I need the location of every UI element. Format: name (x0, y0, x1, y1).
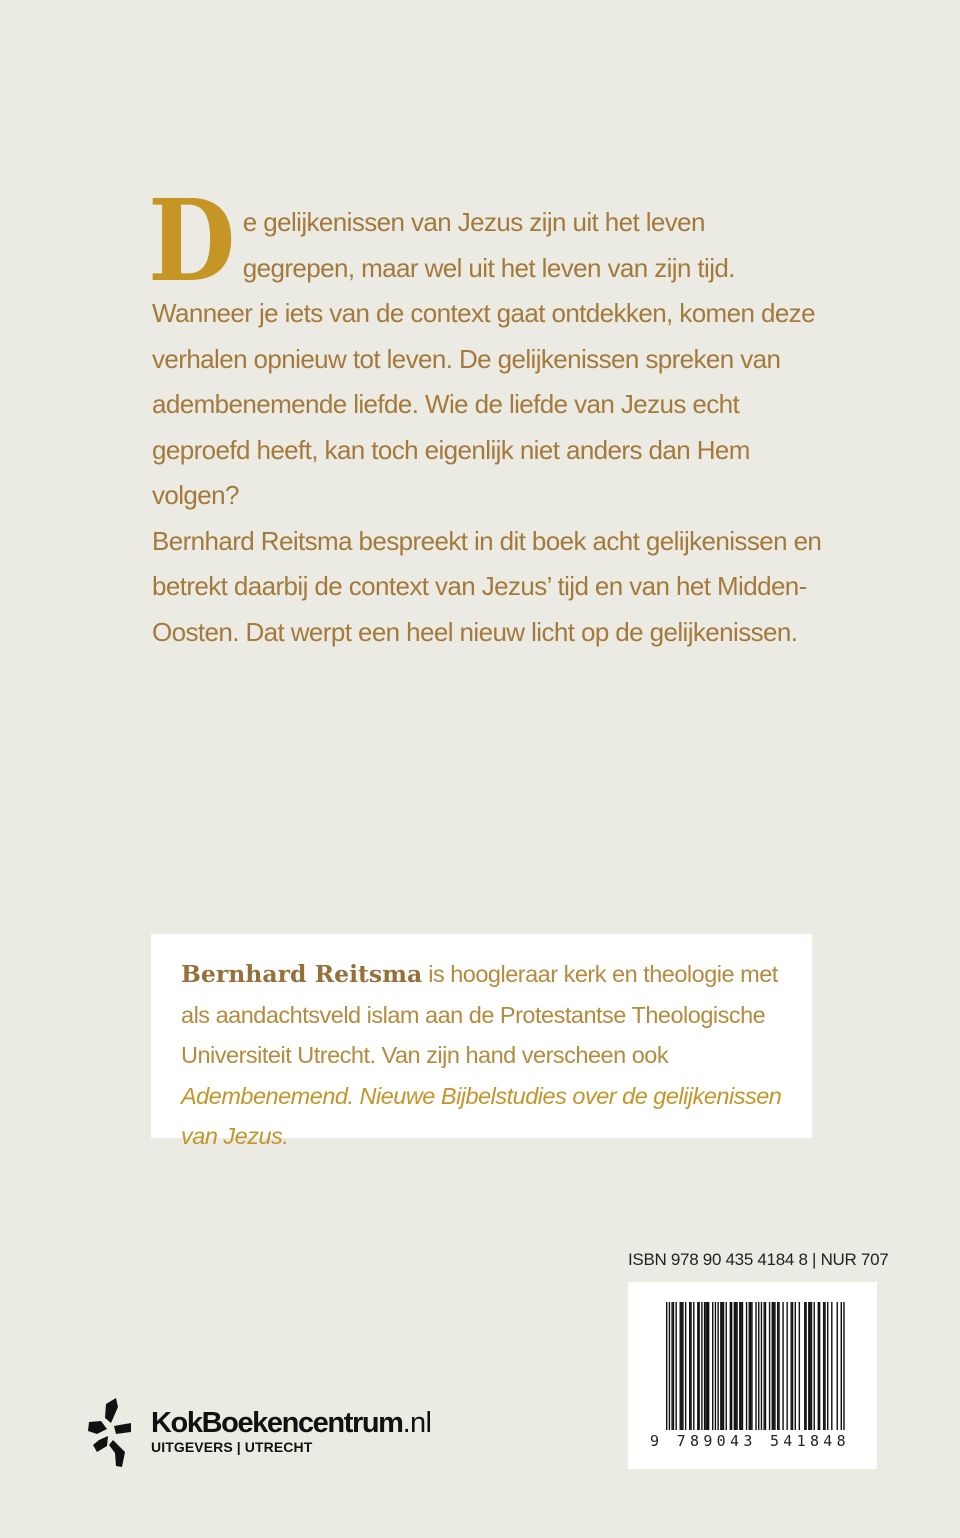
barcode-bar (819, 1302, 820, 1430)
barcode-bar (742, 1302, 743, 1430)
barcode-bar (811, 1302, 812, 1430)
author-book-title: Adembenemend. Nieuwe Bijbelstudies over de gelijkenissen van Jezus (181, 1082, 782, 1149)
barcode-bar (818, 1302, 819, 1430)
barcode-bar (763, 1302, 764, 1430)
barcode-bar (715, 1302, 716, 1430)
barcode-bar (769, 1302, 770, 1430)
author-bio (181, 954, 791, 1157)
barcode-bar (669, 1302, 670, 1430)
barcode-bar (808, 1302, 809, 1430)
barcode-bar (673, 1302, 674, 1430)
barcode-bar (720, 1302, 721, 1430)
barcode-bar (782, 1302, 783, 1430)
barcode-digits: 9 789043 541848 (650, 1432, 850, 1450)
publisher-logo-icon (85, 1396, 135, 1470)
barcode-bar (698, 1302, 699, 1430)
barcode-bar (749, 1302, 750, 1430)
barcode-bar (750, 1302, 751, 1430)
barcode-bar (735, 1302, 736, 1430)
author-bio-text: is hoogleraar kerk en theologie met als aandachtsveld islam aan de Protestantse Theologische Universiteit Utrecht. Van zijn hand verscheen ook (181, 961, 778, 1068)
barcode-bar (841, 1302, 842, 1430)
blurb-paragraph-2: Bernhard Reitsma bespreekt in dit boek acht gelijkenissen en betrekt daarbij de context van Jezus’ tijd en van het Midden-Oosten. Dat werpt een heel nieuw licht op de gelijkenissen. (152, 525, 822, 647)
barcode-bar (705, 1302, 706, 1430)
barcode-bar (791, 1302, 792, 1430)
barcode-bar (681, 1302, 682, 1430)
barcode-bar (761, 1302, 762, 1430)
barcode-bar (758, 1302, 759, 1430)
barcode-bar (726, 1302, 727, 1430)
author-name: Bernhard Reitsma (181, 960, 423, 988)
barcode-bar (671, 1302, 672, 1430)
author-bio-box (151, 934, 812, 1149)
barcode-bar (827, 1302, 828, 1430)
barcode-bar (730, 1302, 731, 1430)
publisher-name (151, 1407, 431, 1440)
barcode-bar (805, 1302, 806, 1430)
barcode-bar (701, 1302, 702, 1430)
isbn-nur-line: ISBN 978 90 435 4184 8 | NUR 707 (628, 1250, 889, 1269)
barcode-bar (736, 1302, 737, 1430)
author-bio-end: . (282, 1123, 289, 1149)
barcode-bar (837, 1302, 838, 1430)
back-cover-blurb (148, 176, 822, 655)
barcode-bar (746, 1302, 747, 1430)
barcode-bar (814, 1302, 815, 1430)
barcode-bar (717, 1302, 718, 1430)
barcode-bar (751, 1302, 752, 1430)
barcode-bar (707, 1302, 708, 1430)
barcode-bar (712, 1302, 713, 1430)
barcode-bar (682, 1302, 683, 1430)
barcode-bar (799, 1302, 800, 1430)
barcode-bar (792, 1302, 793, 1430)
barcode-bar (831, 1302, 832, 1430)
barcode-bar (689, 1302, 690, 1430)
barcode-bar (824, 1302, 825, 1430)
barcode-bar (721, 1302, 722, 1430)
barcode-bar (734, 1302, 735, 1430)
barcode-bar (693, 1302, 694, 1430)
barcode-bar (809, 1302, 810, 1430)
barcode-bar (697, 1302, 698, 1430)
barcode-bar (739, 1302, 740, 1430)
barcode-bar (843, 1302, 844, 1430)
barcode-bar (731, 1302, 732, 1430)
barcode-bar (778, 1302, 779, 1430)
barcode-bar (795, 1302, 796, 1430)
publisher-name-main: KokBoekencentrum (151, 1407, 403, 1439)
barcode-bar (773, 1302, 774, 1430)
barcode-bar (777, 1302, 778, 1430)
barcode-bar (685, 1302, 686, 1430)
barcode-bar (765, 1302, 766, 1430)
barcode-bar (755, 1302, 756, 1430)
drop-cap: D (148, 176, 235, 307)
barcode-bar (666, 1302, 667, 1430)
publisher-name-suffix: .nl (402, 1407, 432, 1439)
barcode-bar (772, 1302, 773, 1430)
barcode-bar (786, 1302, 787, 1430)
blurb-paragraph-1: e gelijkenissen van Jezus zijn uit het leven gegrepen, maar wel uit het leven van zijn tijd. Wanneer je iets van de context gaat ontdekken, komen deze verhalen opnieuw tot leven. De gelijkenissen spreken van adembenemende liefde. Wie de liefde van Jezus echt geproefd heeft, kan toch eigenlijk niet anders dan Hem volgen? (152, 207, 815, 510)
barcode-bar (804, 1302, 805, 1430)
barcode-bar (680, 1302, 681, 1430)
barcode-bar (723, 1302, 724, 1430)
barcode-bar (774, 1302, 775, 1430)
barcode-bars (666, 1302, 846, 1430)
barcode (628, 1282, 877, 1469)
barcode-bar (704, 1302, 705, 1430)
barcode-bar (690, 1302, 691, 1430)
publisher-subtitle: UITGEVERS | UTRECHT (151, 1439, 313, 1455)
barcode-bar (708, 1302, 709, 1430)
barcode-bar (740, 1302, 741, 1430)
barcode-bar (675, 1302, 676, 1430)
barcode-bar (823, 1302, 824, 1430)
